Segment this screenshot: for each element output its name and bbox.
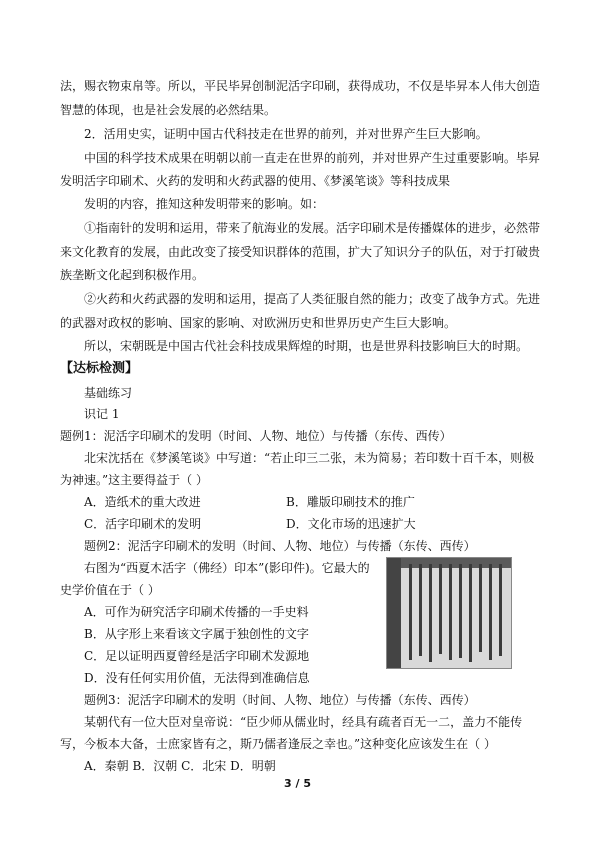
q1-option-c: C．活字印刷术的发明 bbox=[84, 517, 202, 531]
para-line-4: 中国的科学技术成果在明朝以前一直走在世界的前列，并对世界产生过重要影响。毕昇 bbox=[84, 151, 541, 165]
para-line-10: ②火药和火药武器的发明和运用，提高了人类征服自然的能力；改变了战争方式。先进 bbox=[84, 292, 541, 306]
para-line-3: 2．活用史实，证明中国古代科技走在世界的前列，并对世界产生巨大影响。 bbox=[84, 127, 488, 141]
para-line-11: 的武器对政权的影响、国家的影响、对欧洲历史和世界历史产生巨大影响。 bbox=[60, 316, 457, 330]
para-line-8: 来文化教育的发展，由此改变了接受知识群体的范围，扩大了知识分子的队伍，对于打破贵 bbox=[60, 245, 541, 259]
woodblock-print-image bbox=[386, 557, 512, 669]
para-line-7: ①指南针的发明和运用，带来了航海业的发展。活字印刷术是传播媒体的进步，必然带 bbox=[84, 221, 541, 235]
q3-options: A．秦朝 B．汉朝 C．北宋 D．明朝 bbox=[84, 759, 276, 773]
q1-option-b: B．雕版印刷技术的推广 bbox=[286, 495, 415, 509]
q1-text-2: 为神速。”这主要得益于（ ） bbox=[60, 473, 208, 487]
q2-option-c: C．足以证明西夏曾经是活字印刷术发源地 bbox=[84, 649, 310, 663]
q1-title: 题例1：泥活字印刷术的发明（时间、人物、地位）与传播（东传、西传） bbox=[60, 429, 452, 443]
q1-text-1: 北宋沈括在《梦溪笔谈》中写道：“若止印三二张，未为简易；若印数十百千本，则极 bbox=[84, 451, 535, 465]
page-number: 3 / 5 bbox=[284, 777, 311, 790]
image-left-band bbox=[387, 558, 401, 668]
section-title: 【达标检测】 bbox=[60, 361, 139, 376]
para-line-1: 法，赐衣物束帛等。所以，平民毕昇创制泥活字印刷，获得成功，不仅是毕昇本人伟大创造 bbox=[60, 79, 541, 93]
para-line-2: 智慧的体现，也是社会发展的必然结果。 bbox=[60, 103, 277, 117]
q2-title: 题例2：泥活字印刷术的发明（时间、人物、地位）与传播（东传、西传） bbox=[84, 539, 476, 553]
basic-practice-label: 基础练习 bbox=[84, 386, 133, 400]
para-line-9: 族垄断文化起到积极作用。 bbox=[60, 268, 205, 282]
para-line-6: 发明的内容，推知这种发明带来的影响。如： bbox=[84, 197, 325, 211]
q3-text-1: 某朝代有一位大臣对皇帝说：“臣少师从儒业时，经具有疏者百无一二，盖力不能传 bbox=[84, 715, 523, 729]
memory-label: 识记 1 bbox=[84, 407, 120, 421]
q2-option-a: A．可作为研究活字印刷术传播的一手史料 bbox=[84, 605, 309, 619]
q2-option-d: D．没有任何实用价值，无法得到准确信息 bbox=[84, 671, 310, 685]
para-line-12: 所以，宋朝既是中国古代社会科技成果辉煌的时期，也是世界科技影响巨大的时期。 bbox=[84, 339, 529, 353]
q2-text-2: 史学价值在于（ ） bbox=[60, 583, 160, 597]
para-line-5: 发明活字印刷术、火药的发明和火药武器的使用、《梦溪笔谈》等科技成果 bbox=[60, 174, 451, 188]
q1-option-d: D．文化市场的迅速扩大 bbox=[286, 517, 416, 531]
q2-text-1: 右图为“西夏木活字（佛经）印本”(影印件)。它最大的 bbox=[84, 561, 370, 575]
q2-option-b: B．从字形上来看该文字属于独创性的文字 bbox=[84, 627, 309, 641]
q3-text-2: 写，今板本大备，士庶家皆有之，斯乃儒者逢辰之幸也。”这种变化应该发生在（ ） bbox=[60, 737, 496, 751]
q1-option-a: A．造纸术的重大改进 bbox=[84, 495, 201, 509]
q3-title: 题例3：泥活字印刷术的发明（时间、人物、地位）与传播（东传、西传） bbox=[84, 693, 476, 707]
